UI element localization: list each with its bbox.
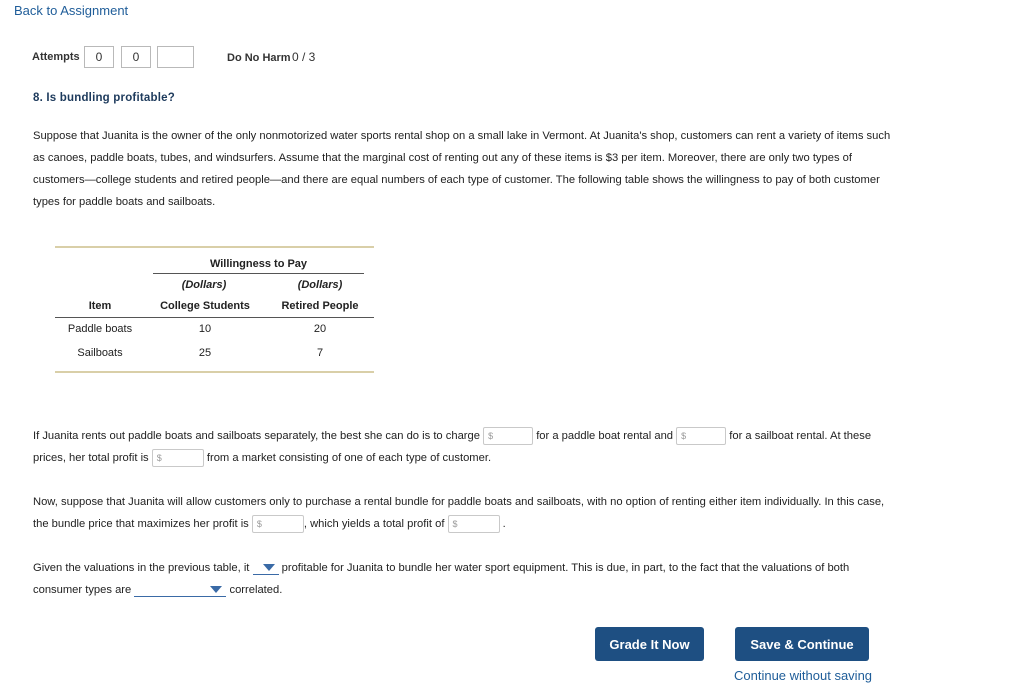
wtp-super-header: Willingness to Pay: [209, 258, 308, 270]
part2-text-1: Now, suppose that Juanita will allow customers only to purchase a rental bundle for paddle boats and sailboats, with no option of renting either item individually. In this case, the bundle price that maximizes her profit is: [33, 496, 885, 530]
is-profitable-dropdown[interactable]: [253, 561, 279, 575]
question-intro: Suppose that Juanita is the owner of the only nonmotorized water sports rental shop on a small lake in Vermont. At Juanita's shop, customers can rent a variety of items such as canoes, paddle boats, tubes, and windsurfers. Assume that the marginal cost of renting out any of these items is $3 per item. Moreover, there are only two types of customers—college students and retired people—and there are equal numbers of each type of customer. The following table shows the willingness to pay of both customer types for paddle boats and sailboats.: [33, 130, 891, 208]
chevron-down-icon: [263, 564, 275, 571]
part2-text-3: .: [502, 518, 506, 530]
part1-paragraph: [33, 425, 893, 469]
part1-text-3: for a sailboat rental. At these prices, her total profit is: [33, 430, 872, 464]
sailboat-price-input[interactable]: $: [676, 427, 726, 445]
part3-text-2: profitable for Juanita to bundle her water sport equipment. This is due, in part, to the fact that the valuations of both consumer types are: [33, 562, 850, 596]
continue-without-saving-link[interactable]: Continue without saving: [734, 668, 873, 683]
attempt-box-2: 0: [121, 46, 151, 68]
chevron-down-icon: [210, 586, 222, 593]
part1-text-2: for a paddle boat rental and: [536, 430, 674, 442]
grade-it-now-button[interactable]: Grade It Now: [595, 627, 704, 661]
do-no-harm-score: 0 / 3: [292, 50, 316, 64]
separate-profit-input[interactable]: $: [152, 449, 204, 467]
table-row-1-item: Paddle boats: [67, 323, 133, 335]
column-header-college: College Students: [160, 300, 250, 312]
do-no-harm-label: Do No Harm: [227, 52, 291, 64]
table-header-rule: [55, 317, 374, 318]
attempt-box-3: [157, 46, 194, 68]
part3-paragraph: [33, 557, 893, 601]
bundle-price-input[interactable]: $: [252, 515, 304, 533]
table-row-2-item: Sailboats: [77, 347, 123, 359]
correlation-dropdown[interactable]: [134, 583, 226, 597]
paddle-boat-price-input[interactable]: $: [483, 427, 533, 445]
bundle-profit-input[interactable]: $: [448, 515, 500, 533]
part1-text-1: If Juanita rents out paddle boats and sailboats separately, the best she can do is to charge: [33, 430, 480, 442]
question-title: 8. Is bundling profitable?: [33, 92, 175, 104]
attempt-box-1: 0: [84, 46, 114, 68]
part3-text-3: correlated.: [229, 584, 283, 596]
part1-text-4: from a market consisting of one of each type of customer.: [206, 452, 492, 464]
wtp-header-rule: [153, 273, 364, 274]
part3-text-1: Given the valuations in the previous table, it: [33, 562, 250, 574]
units-retired: (Dollars): [297, 279, 343, 291]
save-and-continue-button[interactable]: Save & Continue: [735, 627, 869, 661]
column-header-retired: Retired People: [281, 300, 359, 312]
column-header-item: Item: [88, 300, 112, 312]
part2-paragraph: [33, 491, 893, 535]
table-top-rule: [55, 246, 374, 248]
back-to-assignment-link[interactable]: Back to Assignment: [14, 3, 129, 18]
attempts-label: Attempts: [32, 51, 80, 63]
units-college: (Dollars): [181, 279, 227, 291]
table-row-2-retired: 7: [316, 347, 324, 359]
table-row-2-college: 25: [198, 347, 212, 359]
part2-text-2: , which yields a total profit of: [303, 518, 445, 530]
table-row-1-college: 10: [198, 323, 212, 335]
table-row-1-retired: 20: [313, 323, 327, 335]
table-bottom-rule: [55, 371, 374, 373]
